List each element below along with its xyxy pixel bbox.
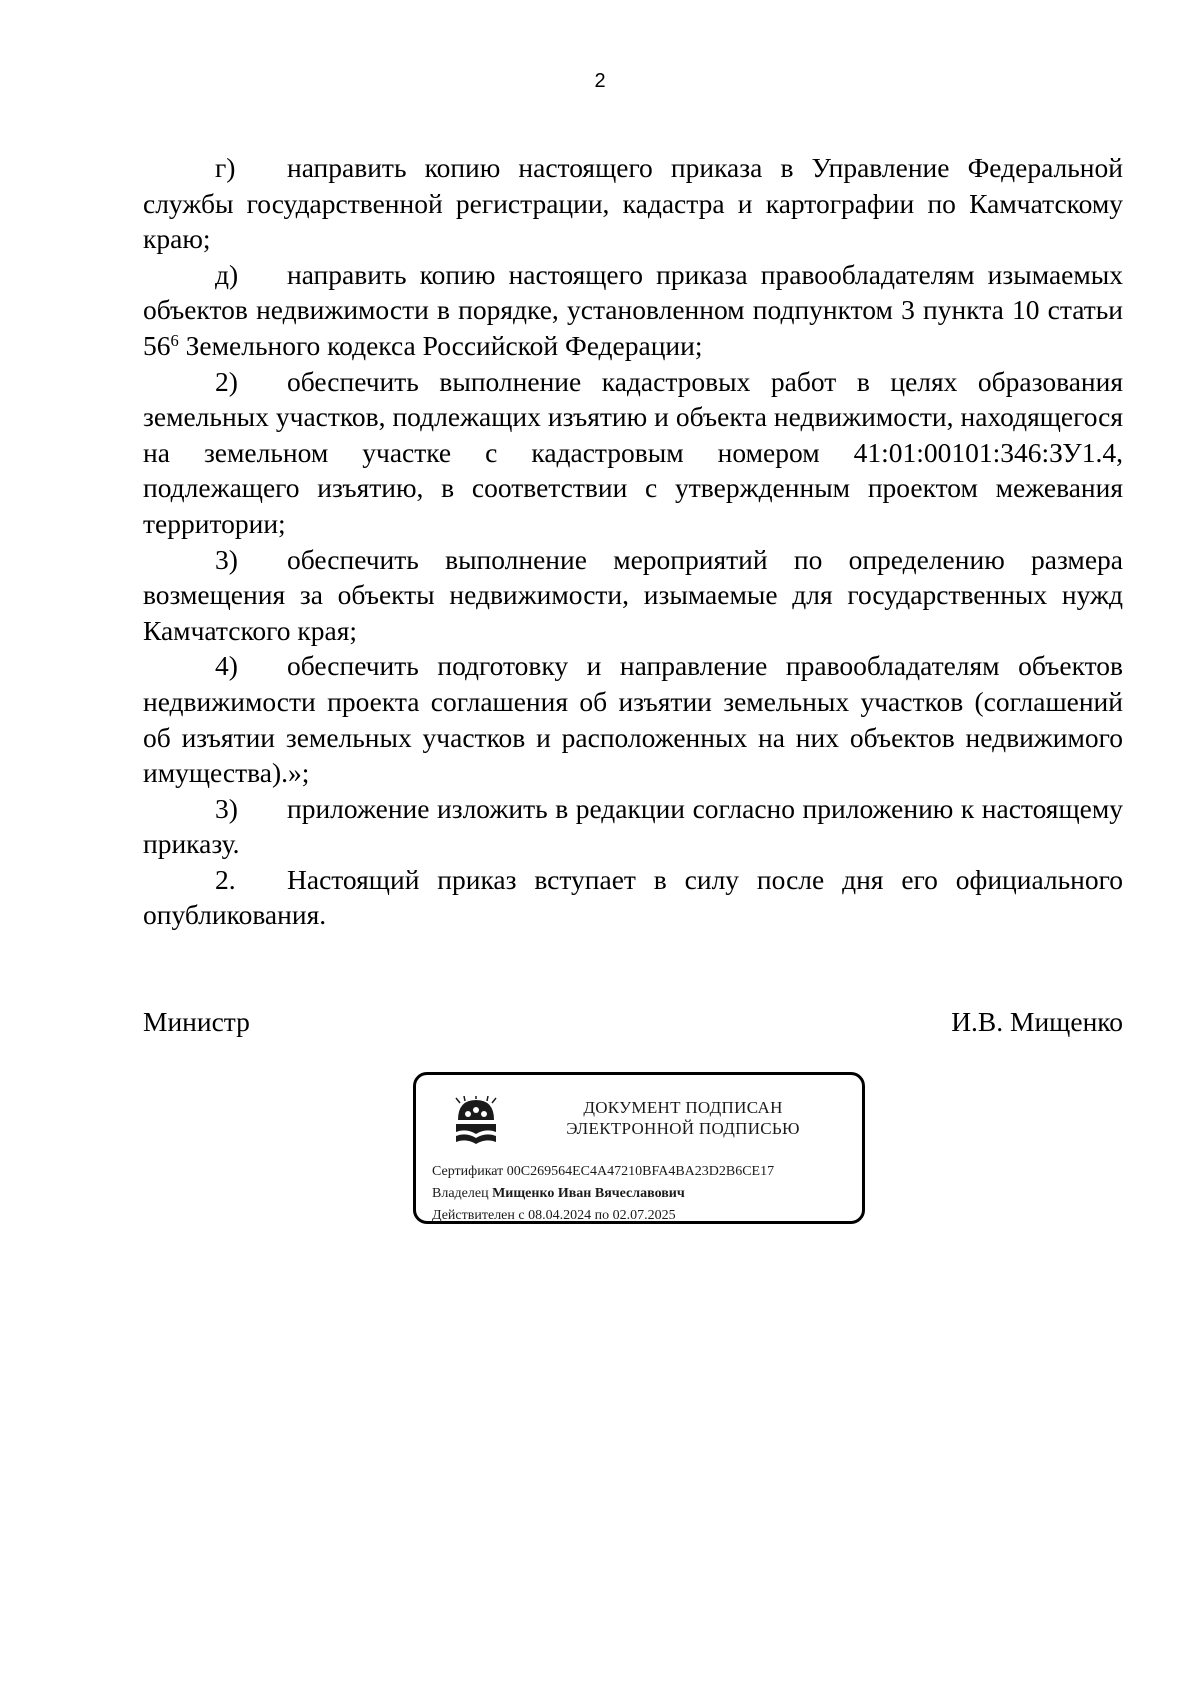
owner-line: [432, 1185, 685, 1203]
paragraph-text: Настоящий приказ вступает в силу после дня его официального опубликования.: [143, 863, 1123, 931]
paragraph-text: направить копию настоящего приказа правообладателям изымаемых объектов недвижимости в порядке, установленном подпунктом 3 пункта 10 статьи 56: [143, 258, 1123, 361]
signatory-name: И.В. Мищенко: [951, 1006, 1123, 1037]
paragraph-text: обеспечить выполнение кадастровых работ в целях образования земельных участков, подлежащих изъятию и объекта недвижимости, находящегося на земельном участке с кадастровым номером 41:01:00101:346:ЗУ1.4, подлежащего изъятию, в соответствии с утвержденным проектом межевания территории;: [143, 365, 1123, 539]
stamp-title: [524, 1097, 842, 1139]
kamchatka-emblem-icon: [452, 1096, 500, 1148]
paragraph-text: приложение изложить в редакции согласно приложению к настоящему приказу.: [143, 792, 1123, 860]
certificate-value: 00C269564EC4A47210BFA4BA23D2B6CE17: [506, 1164, 775, 1179]
paragraph-g: [143, 150, 1123, 257]
paragraph-text: обеспечить подготовку и направление правообладателям объектов недвижимости проекта соглашения об изъятии земельных участков (соглашений об изъятии земельных участков и расположенных на них объектов недвижимого имущества).»;: [143, 650, 1123, 789]
certificate-line: [432, 1163, 774, 1181]
paragraph-4: [143, 648, 1123, 790]
valid-label: Действителен с: [432, 1208, 525, 1223]
paragraph-2: [143, 364, 1123, 542]
stamp-title-line: ЭЛЕКТРОННОЙ ПОДПИСЬЮ: [566, 1119, 800, 1138]
electronic-signature-stamp: [413, 1072, 865, 1224]
paragraph-marker: 4): [215, 650, 238, 682]
signatory-position: Министр: [143, 1006, 250, 1037]
superscript: 6: [170, 330, 179, 350]
paragraph-text: направить копию настоящего приказа в Управление Федеральной службы государственной регистрации, кадастра и картографии по Камчатскому краю;: [143, 152, 1123, 255]
paragraph-text-continued: Земельного кодекса Российской Федерации;: [178, 329, 703, 361]
paragraph-marker: 2): [215, 365, 238, 397]
certificate-label: Сертификат: [432, 1164, 504, 1179]
paragraph-text: обеспечить выполнение мероприятий по определению размера возмещения за объекты недвижимости, изымаемые для государственных нужд Камчатского края;: [143, 543, 1123, 646]
paragraph-marker: 3): [215, 543, 238, 575]
paragraph-marker: г): [215, 152, 236, 183]
paragraph-3-appendix: [143, 791, 1123, 862]
paragraph-marker: д): [215, 258, 239, 290]
document-body: [143, 150, 1123, 933]
paragraph-d: [143, 257, 1123, 364]
valid-to-label: по: [594, 1208, 610, 1223]
paragraph-item-2: [143, 862, 1123, 933]
validity-line: [432, 1207, 676, 1225]
page-number: 2: [594, 70, 606, 92]
owner-label: Владелец: [432, 1186, 489, 1201]
paragraph-3: [143, 542, 1123, 649]
paragraph-marker: 3): [215, 792, 238, 824]
signature-block: [143, 1004, 1123, 1039]
valid-to: 02.07.2025: [612, 1208, 676, 1223]
paragraph-marker: 2.: [215, 863, 236, 895]
valid-from: 08.04.2024: [528, 1208, 592, 1223]
stamp-title-line: ДОКУМЕНТ ПОДПИСАН: [583, 1098, 783, 1117]
owner-value: Мищенко Иван Вячеславович: [492, 1186, 685, 1201]
